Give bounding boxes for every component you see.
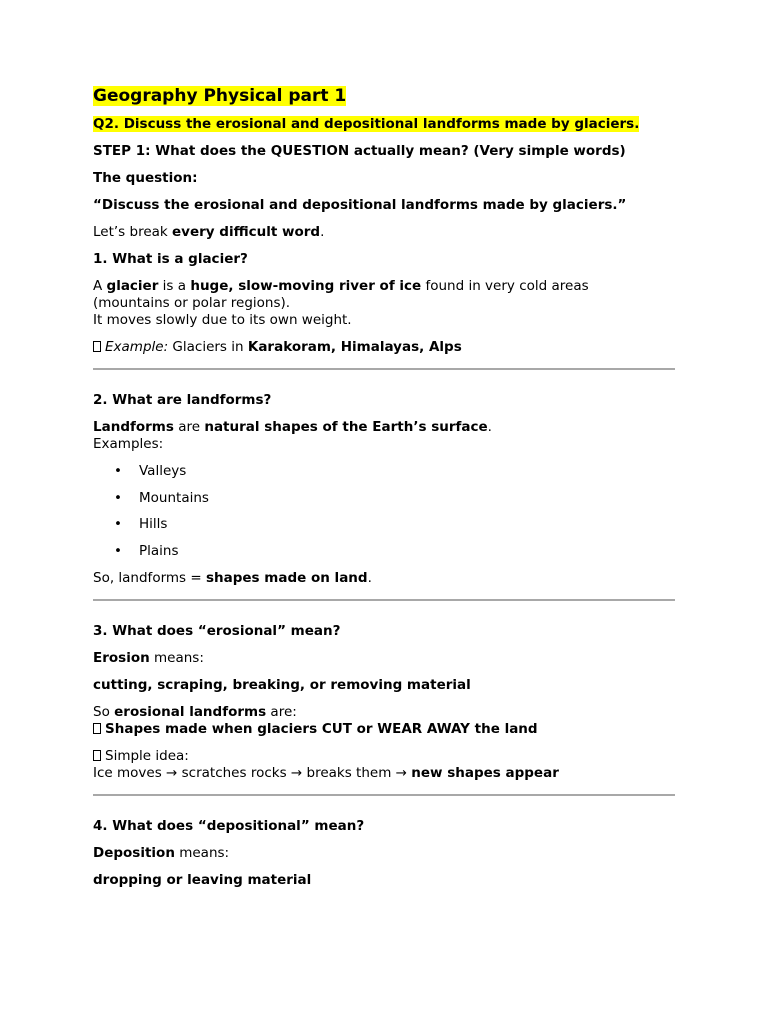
erosional-shapes: Shapes made when glaciers CUT or WEAR AWAY the land: [93, 721, 678, 738]
deposition-definition: dropping or leaving material: [93, 871, 312, 888]
step1-heading: STEP 1: What does the QUESTION actually mean? (Very simple words): [93, 143, 626, 159]
quoted-question: “Discuss the erosional and depositional landforms made by glaciers.”: [93, 197, 627, 213]
section2-heading: 2. What are landforms?: [93, 392, 272, 408]
question-label: The question:: [93, 170, 198, 186]
glacier-example: Example: Glaciers in Karakoram, Himalayas, Alps: [93, 339, 678, 356]
missing-glyph-icon: [93, 341, 101, 352]
erosional-landforms-intro: So erosional landforms are:: [93, 703, 297, 720]
list-item: • Hills: [93, 516, 678, 533]
erosion-definition: cutting, scraping, breaking, or removing material: [93, 676, 471, 693]
divider: [93, 599, 675, 601]
missing-glyph-icon: [93, 750, 101, 761]
deposition-means: Deposition means:: [93, 844, 230, 861]
landforms-summary: So, landforms = shapes made on land.: [93, 569, 372, 586]
divider: [93, 794, 675, 796]
erosion-means: Erosion means:: [93, 649, 204, 666]
glacier-definition-line2: (mountains or polar regions).: [93, 295, 291, 311]
landforms-definition: Landforms are natural shapes of the Earth’s surface.: [93, 419, 492, 435]
list-item: • Mountains: [93, 490, 678, 507]
simple-idea: Ice moves → scratches rocks → breaks them → new shapes appear: [93, 764, 559, 781]
list-item: • Plains: [93, 543, 678, 560]
section1-heading: 1. What is a glacier?: [93, 251, 248, 267]
simple-idea-label: Simple idea:: [93, 748, 678, 765]
landforms-list: [93, 463, 678, 560]
glacier-definition-line3: It moves slowly due to its own weight.: [93, 312, 352, 328]
examples-label: Examples:: [93, 436, 164, 452]
missing-glyph-icon: [93, 723, 101, 734]
section3-heading: 3. What does “erosional” mean?: [93, 622, 341, 639]
section4-heading: 4. What does “depositional” mean?: [93, 817, 365, 834]
question-text: Q2. Discuss the erosional and depositional landforms made by glaciers.: [93, 116, 640, 132]
break-line: Let’s break every difficult word.: [93, 224, 325, 240]
glacier-definition: A glacier is a huge, slow-moving river of ice found in very cold areas: [93, 278, 589, 294]
divider: [93, 368, 675, 370]
document-content: [93, 86, 678, 889]
page-title: Geography Physical part 1: [93, 86, 347, 106]
list-item: • Valleys: [93, 463, 678, 480]
